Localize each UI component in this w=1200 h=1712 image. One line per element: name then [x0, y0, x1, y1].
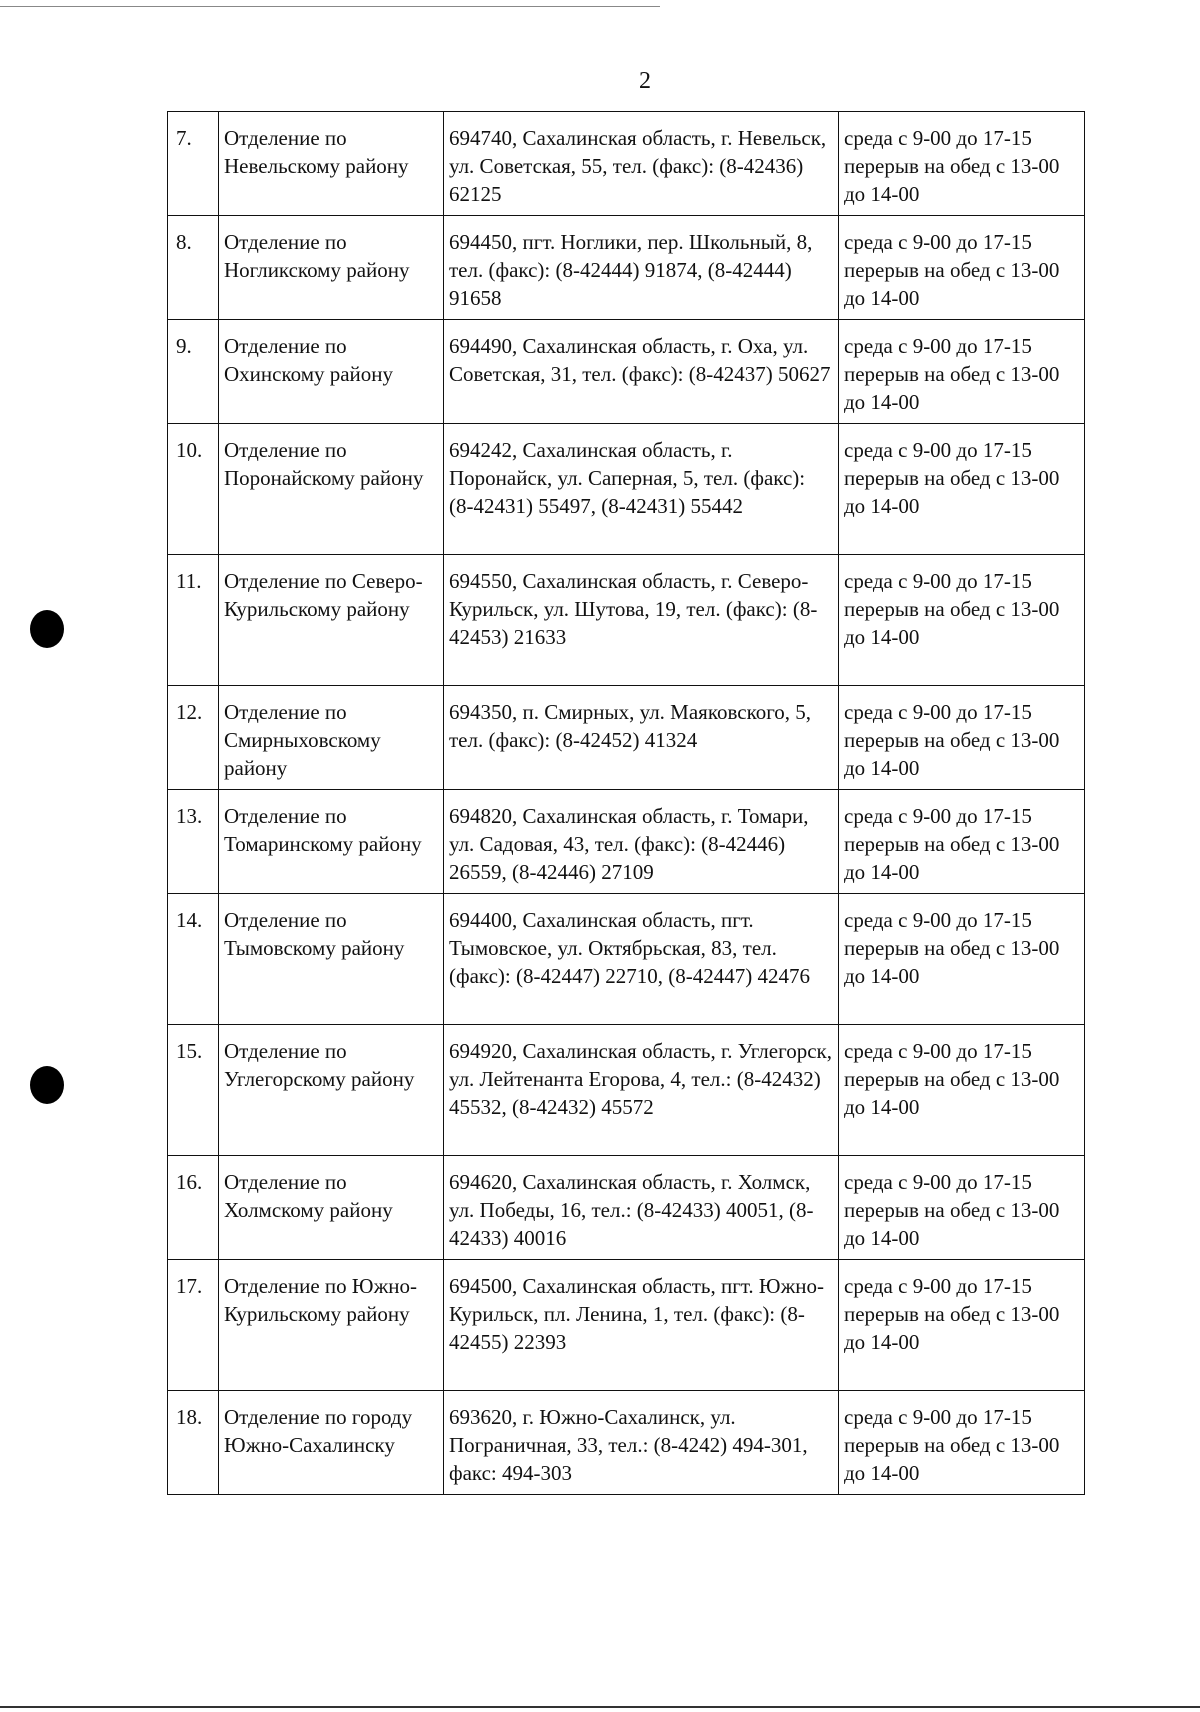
office-hours-cell: среда с 9-00 до 17-15 перерыв на обед с 13-00 до 14-00 — [839, 1156, 1085, 1260]
office-address-cell: 694450, пгт. Ноглики, пер. Школьный, 8, тел. (факс): (8-42444) 91874, (8-42444) 91658 — [444, 216, 839, 320]
table-row — [168, 1260, 1085, 1391]
office-name-cell: Отделение по Холмскому району — [219, 1156, 444, 1260]
page-number: 2 — [639, 68, 651, 94]
row-number-cell: 15. — [168, 1025, 219, 1156]
office-name-cell: Отделение по Южно-Курильскому району — [219, 1260, 444, 1391]
office-hours-cell: среда с 9-00 до 17-15 перерыв на обед с 13-00 до 14-00 — [839, 686, 1085, 790]
office-address-cell: 694242, Сахалинская область, г. Поронайск, ул. Саперная, 5, тел. (факс): (8-42431) 55497, (8-42431) 55442 — [444, 424, 839, 555]
office-hours-cell: среда с 9-00 до 17-15 перерыв на обед с 13-00 до 14-00 — [839, 894, 1085, 1025]
office-name-cell: Отделение по Охинскому району — [219, 320, 444, 424]
table-row — [168, 894, 1085, 1025]
scan-edge-line-top — [0, 6, 660, 7]
office-address-cell: 694490, Сахалинская область, г. Оха, ул. Советская, 31, тел. (факс): (8-42437) 50627 — [444, 320, 839, 424]
offices-table-body — [168, 112, 1085, 1495]
office-address-cell: 694620, Сахалинская область, г. Холмск, ул. Победы, 16, тел.: (8-42433) 40051, (8-42433) 40016 — [444, 1156, 839, 1260]
office-address-cell: 694820, Сахалинская область, г. Томари, ул. Садовая, 43, тел. (факс): (8-42446) 26559, (8-42446) 27109 — [444, 790, 839, 894]
office-hours-cell: среда с 9-00 до 17-15 перерыв на обед с 13-00 до 14-00 — [839, 1391, 1085, 1495]
row-number-cell: 11. — [168, 555, 219, 686]
row-number-cell: 14. — [168, 894, 219, 1025]
row-number-cell: 12. — [168, 686, 219, 790]
office-name-cell: Отделение по Томаринскому району — [219, 790, 444, 894]
office-hours-cell: среда с 9-00 до 17-15 перерыв на обед с 13-00 до 14-00 — [839, 790, 1085, 894]
office-hours-cell: среда с 9-00 до 17-15 перерыв на обед с 13-00 до 14-00 — [839, 320, 1085, 424]
office-hours-cell: среда с 9-00 до 17-15 перерыв на обед с 13-00 до 14-00 — [839, 216, 1085, 320]
row-number-cell: 9. — [168, 320, 219, 424]
row-number-cell: 17. — [168, 1260, 219, 1391]
table-row — [168, 686, 1085, 790]
office-hours-cell: среда с 9-00 до 17-15 перерыв на обед с 13-00 до 14-00 — [839, 1260, 1085, 1391]
scan-edge-line-bottom — [0, 1706, 1200, 1708]
office-name-cell: Отделение по Ногликскому району — [219, 216, 444, 320]
table-row — [168, 790, 1085, 894]
row-number-cell: 16. — [168, 1156, 219, 1260]
row-number-cell: 18. — [168, 1391, 219, 1495]
office-name-cell: Отделение по городу Южно-Сахалинску — [219, 1391, 444, 1495]
office-hours-cell: среда с 9-00 до 17-15 перерыв на обед с 13-00 до 14-00 — [839, 112, 1085, 216]
office-name-cell: Отделение по Невельскому району — [219, 112, 444, 216]
office-address-cell: 694350, п. Смирных, ул. Маяковского, 5, тел. (факс): (8-42452) 41324 — [444, 686, 839, 790]
office-address-cell: 693620, г. Южно-Сахалинск, ул. Пограничная, 33, тел.: (8-4242) 494-301, факс: 494-303 — [444, 1391, 839, 1495]
table-row — [168, 1391, 1085, 1495]
office-address-cell: 694550, Сахалинская область, г. Северо-Курильск, ул. Шутова, 19, тел. (факс): (8-42453) 21633 — [444, 555, 839, 686]
office-name-cell: Отделение по Северо-Курильскому району — [219, 555, 444, 686]
table-row — [168, 555, 1085, 686]
row-number-cell: 13. — [168, 790, 219, 894]
office-address-cell: 694500, Сахалинская область, пгт. Южно-Курильск, пл. Ленина, 1, тел. (факс): (8-42455) 22393 — [444, 1260, 839, 1391]
office-name-cell: Отделение по Поронайскому району — [219, 424, 444, 555]
office-address-cell: 694400, Сахалинская область, пгт. Тымовское, ул. Октябрьская, 83, тел. (факс): (8-42447) 22710, (8-42447) 42476 — [444, 894, 839, 1025]
row-number-cell: 8. — [168, 216, 219, 320]
row-number-cell: 7. — [168, 112, 219, 216]
office-address-cell: 694740, Сахалинская область, г. Невельск, ул. Советская, 55, тел. (факс): (8-42436) 62125 — [444, 112, 839, 216]
office-hours-cell: среда с 9-00 до 17-15 перерыв на обед с 13-00 до 14-00 — [839, 424, 1085, 555]
table-row — [168, 112, 1085, 216]
office-hours-cell: среда с 9-00 до 17-15 перерыв на обед с 13-00 до 14-00 — [839, 1025, 1085, 1156]
row-number-cell: 10. — [168, 424, 219, 555]
table-row — [168, 1156, 1085, 1260]
table-row — [168, 424, 1085, 555]
office-name-cell: Отделение по Углегорскому району — [219, 1025, 444, 1156]
office-name-cell: Отделение по Тымовскому району — [219, 894, 444, 1025]
punch-hole-mark — [30, 610, 64, 648]
table-row — [168, 1025, 1085, 1156]
office-address-cell: 694920, Сахалинская область, г. Углегорск, ул. Лейтенанта Егорова, 4, тел.: (8-42432) 45532, (8-42432) 45572 — [444, 1025, 839, 1156]
table-row — [168, 216, 1085, 320]
table-row — [168, 320, 1085, 424]
punch-hole-mark — [30, 1066, 64, 1104]
office-name-cell: Отделение по Смирныховскому району — [219, 686, 444, 790]
offices-table — [167, 111, 1085, 1495]
office-hours-cell: среда с 9-00 до 17-15 перерыв на обед с 13-00 до 14-00 — [839, 555, 1085, 686]
